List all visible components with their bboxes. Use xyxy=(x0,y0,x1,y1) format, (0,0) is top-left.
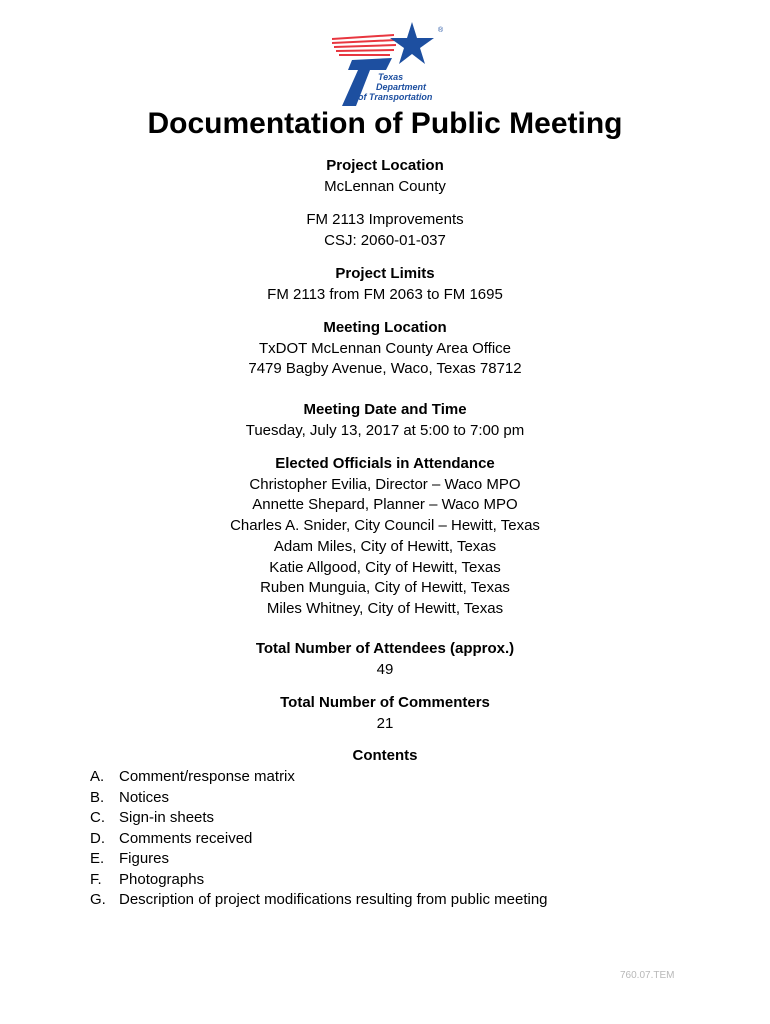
project-limits-label: Project Limits xyxy=(335,265,435,282)
commenters-label: Total Number of Commenters xyxy=(280,694,490,711)
project-limits-value: FM 2113 from FM 2063 to FM 1695 xyxy=(267,285,503,303)
officials-label: Elected Officials in Attendance xyxy=(275,455,495,472)
official-name: Adam Miles, City of Hewitt, Texas xyxy=(273,537,497,555)
official-name: Christopher Evilia, Director – Waco MPO xyxy=(249,475,521,493)
meeting-location-line2: 7479 Bagby Avenue, Waco, Texas 78712 xyxy=(248,360,522,378)
logo-registered-mark: ® xyxy=(438,27,444,34)
project-location-section xyxy=(0,156,770,197)
contents-item xyxy=(90,870,548,891)
contents-label: Contents xyxy=(352,747,418,764)
meeting-datetime-value: Tuesday, July 13, 2017 at 5:00 to 7:00 pm xyxy=(245,421,525,439)
contents-item-text: Notices xyxy=(119,788,170,806)
project-limits-section xyxy=(0,264,770,305)
txdot-logo xyxy=(330,20,446,106)
attendees-label: Total Number of Attendees (approx.) xyxy=(255,640,515,657)
project-county: McLennan County xyxy=(324,177,446,195)
contents-item-letter: A. xyxy=(90,768,105,785)
contents-item-letter: F. xyxy=(90,870,102,888)
project-csj: CSJ: 2060-01-037 xyxy=(324,231,446,249)
contents-item-text: Photographs xyxy=(119,870,205,888)
official-name: Miles Whitney, City of Hewitt, Texas xyxy=(266,599,504,617)
contents-item xyxy=(90,808,548,829)
form-code: 760.07.TEM xyxy=(620,970,675,981)
contents-item-letter: G. xyxy=(90,891,106,908)
meeting-datetime-label: Meeting Date and Time xyxy=(303,401,467,418)
contents-heading-section xyxy=(0,746,770,767)
contents-item-letter: E. xyxy=(90,850,105,867)
official-name: Katie Allgood, City of Hewitt, Texas xyxy=(269,558,501,576)
commenters-value: 21 xyxy=(376,714,394,732)
attendees-section xyxy=(0,639,770,680)
meeting-location-label: Meeting Location xyxy=(323,319,447,336)
project-location-label: Project Location xyxy=(326,157,444,174)
contents-item xyxy=(90,849,548,870)
contents-item xyxy=(90,829,548,850)
officials-section xyxy=(0,454,770,620)
contents-item-text: Figures xyxy=(119,850,170,867)
contents-item-letter: C. xyxy=(90,809,105,826)
contents-item-letter: B. xyxy=(90,788,105,806)
attendees-value: 49 xyxy=(376,660,394,678)
logo-text-line1: Texas xyxy=(378,72,404,82)
contents-list xyxy=(90,767,548,911)
commenters-section xyxy=(0,693,770,734)
contents-item xyxy=(90,767,548,788)
meeting-datetime-section xyxy=(0,400,770,441)
logo-text-line2: Department xyxy=(376,82,427,92)
meeting-location-section xyxy=(0,318,770,380)
document-title: Documentation of Public Meeting xyxy=(147,107,623,140)
contents-item-text: Comment/response matrix xyxy=(119,768,295,785)
official-name: Ruben Munguia, City of Hewitt, Texas xyxy=(260,579,510,597)
contents-item-letter: D. xyxy=(90,829,105,847)
project-name: FM 2113 Improvements xyxy=(306,211,464,228)
official-name: Annette Shepard, Planner – Waco MPO xyxy=(252,496,518,514)
contents-item-text: Comments received xyxy=(119,829,253,847)
logo-text-line3: of Transportation xyxy=(358,92,433,102)
contents-item xyxy=(90,788,548,809)
logo-star xyxy=(390,22,434,64)
contents-item xyxy=(90,890,548,911)
contents-item-text: Sign-in sheets xyxy=(119,809,215,826)
logo-red-stripes xyxy=(332,34,396,56)
meeting-location-line1: TxDOT McLennan County Area Office xyxy=(258,339,512,357)
official-name: Charles A. Snider, City Council – Hewitt, Texas xyxy=(230,517,540,535)
contents-item-text: Description of project modifications resulting from public meeting xyxy=(119,891,548,908)
project-id-section xyxy=(0,210,770,251)
